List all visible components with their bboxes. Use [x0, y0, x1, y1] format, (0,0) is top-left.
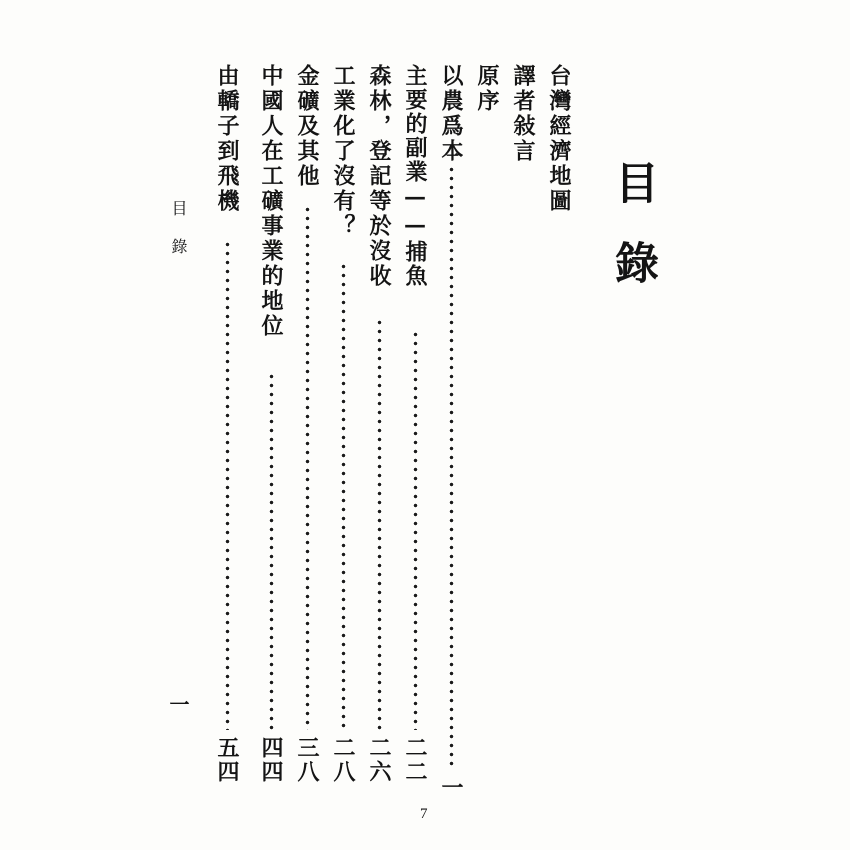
- toc-entry-page: 二二: [402, 736, 428, 784]
- toc-entry-page: 四四: [258, 736, 284, 784]
- toc-entry-title: 金礦及其他: [294, 64, 320, 189]
- toc-entry-title: 以農爲本: [438, 64, 464, 164]
- section-page-number: 一: [166, 694, 190, 714]
- toc-entry-title: 原序: [474, 64, 500, 114]
- toc-entry-page: 五四: [214, 736, 240, 784]
- page-title: 目錄: [607, 160, 658, 320]
- toc-entry-page: 一: [438, 776, 464, 800]
- page-number: 7: [420, 806, 428, 822]
- dot-leader: [305, 205, 310, 730]
- dot-leader: [269, 372, 274, 730]
- toc-entry-title: 台灣經濟地圖: [546, 64, 572, 214]
- toc-entry-title: 譯者敍言: [510, 64, 536, 164]
- toc-entry-title: 由轎子到飛機: [214, 64, 240, 214]
- toc-entry-title: 森林，登記等於沒收: [366, 64, 392, 289]
- toc-entry-title: 工業化了沒有？: [330, 64, 356, 239]
- toc-entry-title: 中國人在工礦事業的地位: [258, 64, 284, 339]
- toc-entry-page: 二八: [330, 736, 356, 784]
- running-header: 目錄: [169, 200, 188, 276]
- dot-leader: [449, 165, 454, 770]
- dot-leader: [413, 330, 418, 730]
- dot-leader: [377, 318, 382, 730]
- dot-leader: [225, 240, 230, 730]
- dot-leader: [341, 262, 346, 730]
- toc-entry-page: 二六: [366, 736, 392, 784]
- toc-entry-title: 主要的副業——捕魚: [402, 64, 428, 288]
- toc-entry-page: 三八: [294, 736, 320, 784]
